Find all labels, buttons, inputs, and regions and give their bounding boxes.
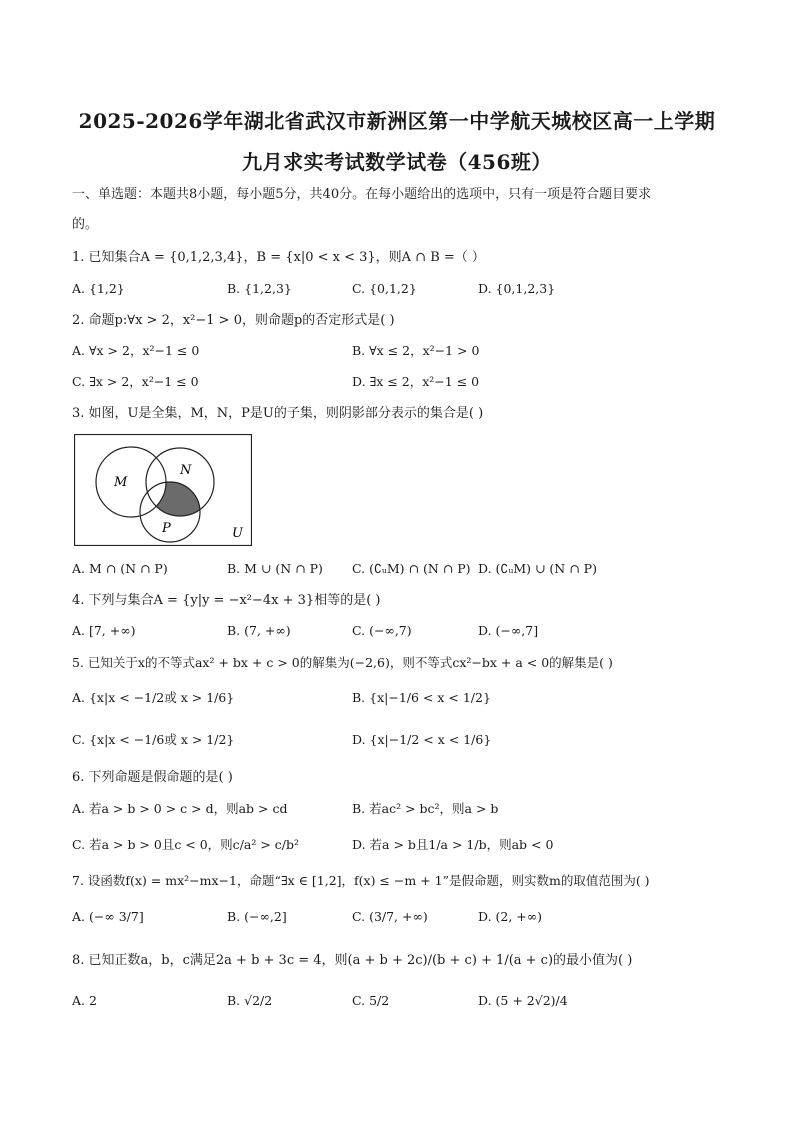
- question-2-option-b: B. ∀x ≤ 2，x²−1 > 0: [352, 343, 480, 358]
- question-8-stem: 8. 已知正数a，b，c满足2a + b + 3c = 4，则(a + b + 2c)/(b + c) + 1/(a + c)的最小值为( ): [72, 953, 633, 968]
- question-3-option-c: C. (∁ᵤM) ∩ (N ∩ P): [352, 561, 471, 576]
- question-1-option-c: C. {0,1,2}: [352, 281, 417, 296]
- question-8-option-b: B. √2/2: [227, 993, 273, 1008]
- question-5-option-b: B. {x|−1/6 < x < 1/2}: [352, 690, 491, 705]
- question-3-option-a: A. M ∩ (N ∩ P): [72, 561, 168, 576]
- question-6-option-d: D. 若a > b且1/a > 1/b，则ab < 0: [352, 837, 554, 852]
- question-7-option-d: D. (2, +∞): [478, 909, 543, 924]
- exam-title-line2: 九月求实考试数学试卷（456班）: [242, 150, 552, 174]
- question-7-option-b: B. (−∞,2]: [227, 909, 287, 924]
- question-1-stem: 1. 已知集合A = {0,1,2,3,4}，B = {x|0 < x < 3}，则A ∩ B =（ ）: [72, 250, 485, 265]
- question-5-option-d: D. {x|−1/2 < x < 1/6}: [352, 732, 492, 747]
- question-1-option-d: D. {0,1,2,3}: [478, 281, 556, 296]
- question-4-option-c: C. (−∞,7): [352, 623, 412, 638]
- question-6-option-b: B. 若ac² > bc²，则a > b: [352, 801, 499, 816]
- label-n: N: [180, 463, 192, 478]
- question-4-option-b: B. (7, +∞): [227, 623, 291, 638]
- label-m: M: [114, 475, 128, 490]
- set-m-circle: [96, 447, 166, 517]
- question-5-option-c: C. {x|x < −1/6或 x > 1/2}: [72, 732, 235, 747]
- question-2-option-d: D. ∃x ≤ 2，x²−1 ≤ 0: [352, 374, 480, 389]
- question-8-option-a: A. 2: [72, 993, 97, 1008]
- question-3-option-d: D. (∁ᵤM) ∪ (N ∩ P): [478, 561, 597, 576]
- question-7-option-c: C. (3/7, +∞): [352, 909, 428, 924]
- question-7-option-a: A. (−∞ 3/7]: [72, 909, 144, 924]
- section-instruction-line1: 一、单选题：本题共8小题，每小题5分，共40分。在每小题给出的选项中，只有一项是符合题目要求: [72, 187, 652, 202]
- question-7-stem: 7. 设函数f(x) = mx²−mx−1，命题“∃x ∈ [1,2]，f(x) ≤ −m + 1”是假命题，则实数m的取值范围为( ): [72, 873, 650, 888]
- venn-diagram: [74, 434, 252, 546]
- question-6-stem: 6. 下列命题是假命题的是( ): [72, 770, 233, 785]
- question-4-option-a: A. [7, +∞): [72, 623, 136, 638]
- section-instruction-line2: 的。: [72, 217, 99, 232]
- question-8-option-c: C. 5/2: [352, 993, 390, 1008]
- question-1-option-a: A. {1,2}: [72, 281, 125, 296]
- question-1-option-b: B. {1,2,3}: [227, 281, 292, 296]
- question-6-option-a: A. 若a > b > 0 > c > d，则ab > cd: [72, 801, 288, 816]
- question-2-stem: 2. 命题p:∀x > 2，x²−1 > 0，则命题p的否定形式是( ): [72, 313, 395, 328]
- question-4-stem: 4. 下列与集合A = {y|y = −x²−4x + 3}相等的是( ): [72, 593, 381, 608]
- question-3-option-b: B. M ∪ (N ∩ P): [227, 561, 323, 576]
- question-5-stem: 5. 已知关于x的不等式ax² + bx + c > 0的解集为(−2,6)，则不等式cx²−bx + a < 0的解集是( ): [72, 655, 613, 670]
- question-5-option-a: A. {x|x < −1/2或 x > 1/6}: [72, 690, 235, 705]
- question-2-option-c: C. ∃x > 2，x²−1 ≤ 0: [72, 374, 199, 389]
- label-p: P: [162, 521, 171, 536]
- question-3-stem: 3. 如图，U是全集，M，N，P是U的子集，则阴影部分表示的集合是( ): [72, 406, 484, 421]
- exam-title-line1: 2025-2026学年湖北省武汉市新洲区第一中学航天城校区高一上学期: [78, 109, 716, 133]
- question-4-option-d: D. (−∞,7]: [478, 623, 539, 638]
- question-8-option-d: D. (5 + 2√2)/4: [478, 993, 568, 1008]
- question-2-option-a: A. ∀x > 2，x²−1 ≤ 0: [72, 343, 200, 358]
- question-6-option-c: C. 若a > b > 0且c < 0，则c/a² > c/b²: [72, 837, 300, 852]
- label-u: U: [232, 526, 243, 541]
